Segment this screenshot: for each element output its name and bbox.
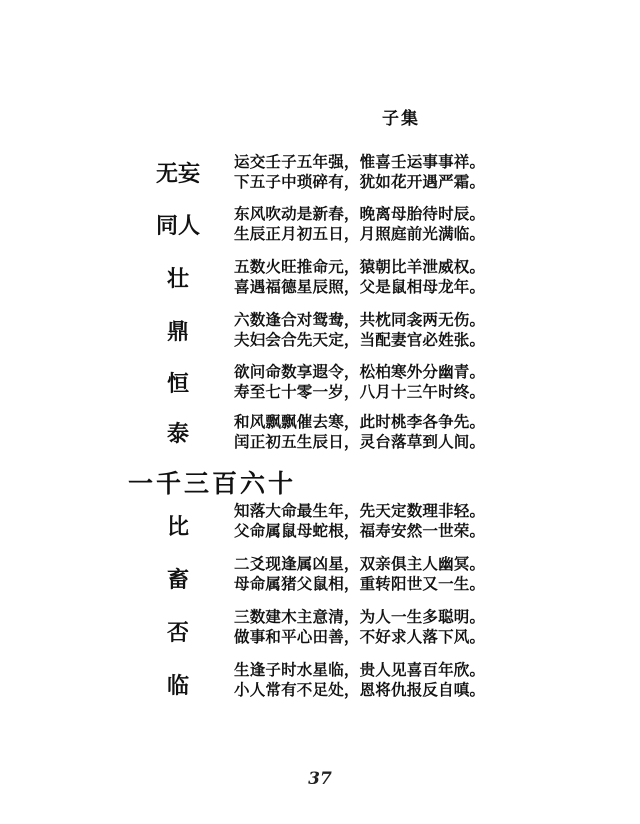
verse-line: 运交壬子五年强，惟喜壬运事事祥。 [234, 152, 486, 171]
entry-wuwang [0, 152, 640, 208]
verse [234, 362, 634, 402]
entry-tongren [0, 204, 640, 260]
verse-line: 六数逢合对鸳鸯，共枕同衾两无伤。 [234, 310, 486, 329]
verse [234, 607, 634, 647]
verse-line: 二爻现逢属凶星，双亲俱主人幽冥。 [234, 554, 486, 573]
hexagram-term: 泰 [166, 421, 189, 447]
entry-ding [0, 310, 640, 366]
entry-lin [0, 660, 640, 716]
verse-line: 生辰正月初五日，月照庭前光满临。 [234, 224, 486, 243]
entry-xu [0, 554, 640, 610]
verse-line: 欲问命数享遐令，松柏寒外分幽青。 [234, 362, 486, 381]
verse [234, 501, 634, 541]
verse-line: 五数火旺推命元，猿朝比羊泄威权。 [234, 257, 486, 276]
page-number: 37 [308, 769, 332, 789]
hexagram-term: 否 [166, 620, 189, 646]
entry-pi [0, 607, 640, 663]
verse [234, 152, 634, 192]
verse-line: 闰正初五生辰日，灵台落草到人间。 [234, 432, 486, 451]
entry-heng [0, 362, 640, 418]
verse-line: 寿至七十零一岁，八月十三午时终。 [234, 382, 486, 401]
verse-line: 东风吹动是新春，晚离母胎待时辰。 [234, 204, 486, 223]
verse-line: 母命属猪父鼠相，重转阳世又一生。 [234, 574, 486, 593]
entry-bi [0, 501, 640, 557]
hexagram-term: 比 [166, 514, 189, 540]
running-header: 子集 [382, 109, 420, 129]
hexagram-term: 恒 [166, 371, 189, 397]
verse-line: 生逢子时水星临，贵人见喜百年欣。 [234, 660, 486, 679]
verse-line: 父命属鼠母蛇根，福寿安然一世荣。 [234, 521, 486, 540]
hexagram-term: 鼎 [166, 319, 189, 345]
entry-tai [0, 412, 640, 468]
verse-line: 小人常有不足处，恩将仇报反自嗔。 [234, 680, 486, 699]
hexagram-term: 无妄 [155, 161, 200, 187]
verse [234, 310, 634, 350]
verse-line: 和风飘飘催去寒，此时桃李各争先。 [234, 412, 486, 431]
verse [234, 412, 634, 452]
verse [234, 660, 634, 700]
verse-line: 下五子中琐碎有，犹如花开遇严霜。 [234, 172, 486, 191]
verse [234, 257, 634, 297]
verse-line: 知落大命最生年，先天定数理非轻。 [234, 501, 486, 520]
hexagram-term: 畜 [166, 567, 189, 593]
hexagram-term: 临 [166, 673, 189, 699]
verse-line: 做事和平心田善，不好求人落下风。 [234, 627, 486, 646]
verse [234, 554, 634, 594]
verse-line: 夫妇会合先天定，当配妻官必姓张。 [234, 330, 486, 349]
verse-line: 三数建木主意清，为人一生多聪明。 [234, 607, 486, 626]
verse-line: 喜遇福德星辰照，父是鼠相母龙年。 [234, 277, 486, 296]
section-heading: 一千三百六十 [128, 469, 297, 498]
hexagram-term: 同人 [155, 213, 200, 239]
hexagram-term: 壮 [166, 266, 189, 292]
verse [234, 204, 634, 244]
entry-zhuang [0, 257, 640, 313]
